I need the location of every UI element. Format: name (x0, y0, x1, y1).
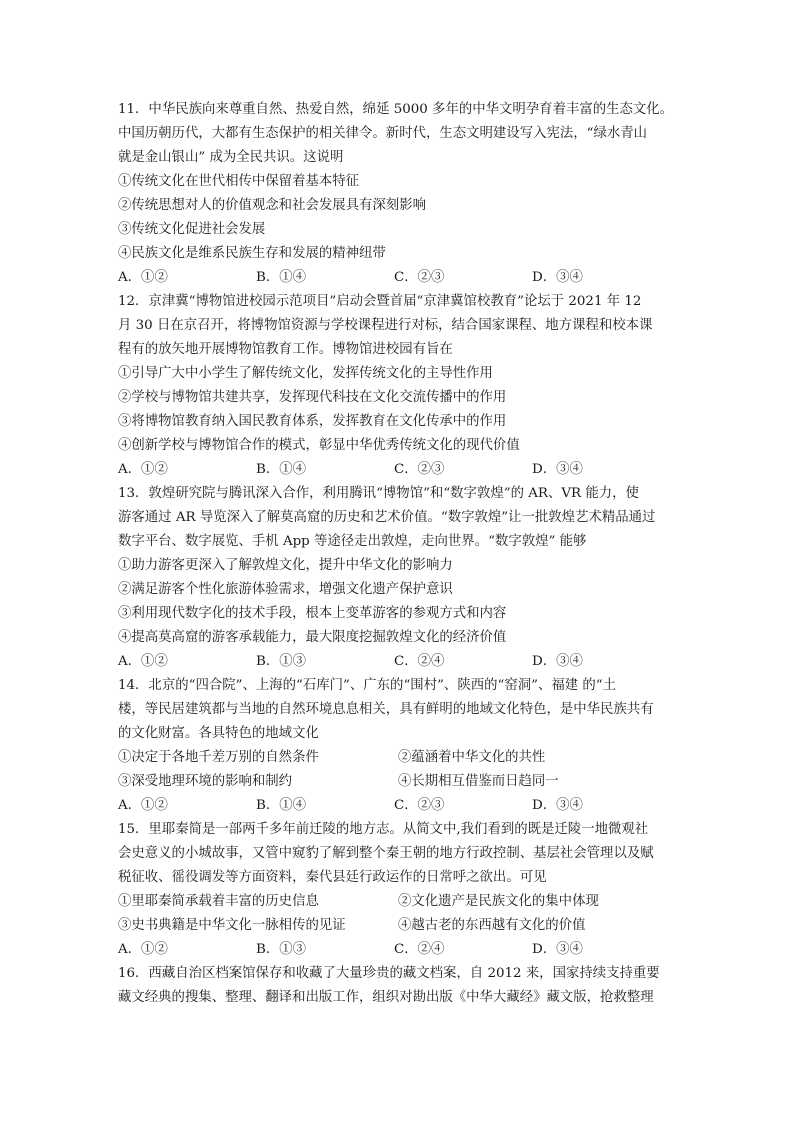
question-stem-line: 11．中华民族向来尊重自然、热爱自然，绵延 5000 多年的中华文明孕育着丰富的生态文化。 (118, 102, 674, 117)
answer-choice-d[interactable]: D．③④ (532, 270, 583, 285)
statement-option: ①引导广大中小学生了解传统文化，发挥传统文化的主导性作用 (118, 366, 493, 381)
question-sheet (118, 98, 683, 1010)
statement-option: ①传统文化在世代相传中保留着基本特征 (118, 174, 360, 189)
question-stem-line: 数字平台、数字展览、手机 App 等途径走出敦煌，走向世界。“数字敦煌” 能够 (118, 534, 587, 549)
statement-option: ②学校与博物馆共建共享，发挥现代科技在文化交流传播中的作用 (118, 390, 507, 405)
answer-choice-c[interactable]: C．②④ (394, 942, 445, 957)
answer-choices (118, 794, 683, 818)
answer-choice-d[interactable]: D．③④ (532, 942, 583, 957)
answer-choice-d[interactable]: D．③④ (532, 462, 583, 477)
statement-option: ③利用现代数字化的技术手段，根本上变革游客的参观方式和内容 (118, 606, 507, 621)
answer-choice-a[interactable]: A．①② (118, 798, 168, 813)
statement-option: ②满足游客个性化旅游体验需求，增强文化遗产保护意识 (118, 582, 453, 597)
statement-option: ①决定于各地千差万别的自然条件 (118, 750, 319, 765)
question-stem-line: 月 30 日在京召开，将博物馆资源与学校课程进行对标，结合国家课程、地方课程和校本课 (118, 318, 653, 333)
question-stem-line: 藏文经典的搜集、整理、翻译和出版工作，组织对勘出版《中华大藏经》藏文版，抢救整理 (118, 990, 654, 1005)
question-12 (118, 290, 683, 482)
question-stem-line: 游客通过 AR 导览深入了解莫高窟的历史和艺术价值。“数字敦煌”让一批敦煌艺术精品通过 (118, 510, 656, 525)
answer-choice-a[interactable]: A．①② (118, 462, 168, 477)
answer-choice-d[interactable]: D．③④ (532, 654, 583, 669)
answer-choice-b[interactable]: B．①③ (256, 654, 307, 669)
statement-option: ①助力游客更深入了解敦煌文化，提升中华文化的影响力 (118, 558, 453, 573)
answer-choice-a[interactable]: A．①② (118, 654, 168, 669)
answer-choice-c[interactable]: C．②③ (394, 270, 445, 285)
answer-choice-c[interactable]: C．②③ (394, 798, 445, 813)
statement-option: ④长期相互借鉴而日趋同一 (398, 774, 559, 789)
answer-choice-a[interactable]: A．①② (118, 942, 168, 957)
statement-option-row (118, 890, 683, 914)
question-stem-line: 14．北京的“四合院”、上海的“石库门”、广东的“围村”、陕西的“窑洞”、福建 的“土 (118, 678, 617, 693)
statement-option: ②文化遗产是民族文化的集中体现 (398, 894, 599, 909)
answer-choice-c[interactable]: C．②④ (394, 654, 445, 669)
answer-choice-b[interactable]: B．①④ (256, 798, 307, 813)
question-stem-line: 程有的放矢地开展博物馆教育工作。博物馆进校园有旨在 (118, 342, 453, 357)
question-stem-line: 就是金山银山” 成为全民共识。这说明 (118, 150, 344, 165)
question-stem-line: 13．敦煌研究院与腾讯深入合作，利用腾讯“博物馆”和“数字敦煌”的 AR、VR 能力，使 (118, 486, 639, 501)
statement-option: ②蕴涵着中华文化的共性 (398, 750, 546, 765)
statement-option: ③深受地理环境的影响和制约 (118, 774, 293, 789)
statement-option-row (118, 914, 683, 938)
question-11 (118, 98, 683, 290)
statement-option: ④创新学校与博物馆合作的模式，彰显中华优秀传统文化的现代价值 (118, 438, 520, 453)
answer-choice-b[interactable]: B．①④ (256, 270, 307, 285)
question-stem-line: 会史意义的小城故事，又管中窥豹了解到整个秦王朝的地方行政控制、基层社会管理以及赋 (118, 846, 654, 861)
question-stem-line: 12．京津冀“博物馆进校园示范项目”启动会暨首届“京津冀馆校教育”论坛于 2021 年 12 (118, 294, 642, 309)
statement-option-row (118, 746, 683, 770)
question-stem-line: 15．里耶秦简是一部两千多年前迁陵的地方志。从简文中,我们看到的既是迁陵一地微观社 (118, 822, 649, 837)
answer-choices (118, 938, 683, 962)
statement-option: ③史书典籍是中华文化一脉相传的见证 (118, 918, 346, 933)
statement-option: ②传统思想对人的价值观念和社会发展具有深刻影响 (118, 198, 426, 213)
statement-option: ④越古老的东西越有文化的价值 (398, 918, 586, 933)
statement-option-row (118, 770, 683, 794)
question-16 (118, 962, 683, 1010)
question-15 (118, 818, 683, 962)
question-stem-line: 中国历朝历代，大都有生态保护的相关律令。新时代，生态文明建设写入宪法，“绿水青山 (118, 126, 648, 141)
answer-choice-b[interactable]: B．①④ (256, 462, 307, 477)
statement-option: ③传统文化促进社会发展 (118, 222, 266, 237)
question-stem-line: 楼，等民居建筑都与当地的自然环境息息相关，具有鲜明的地域文化特色，是中华民族共有 (118, 702, 654, 717)
answer-choice-a[interactable]: A．①② (118, 270, 168, 285)
answer-choices (118, 266, 683, 290)
answer-choice-d[interactable]: D．③④ (532, 798, 583, 813)
answer-choices (118, 650, 683, 674)
statement-option: ①里耶秦简承载着丰富的历史信息 (118, 894, 319, 909)
statement-option: ④提高莫高窟的游客承载能力，最大限度挖掘敦煌文化的经济价值 (118, 630, 507, 645)
question-stem-line: 的文化财富。各具特色的地域文化 (118, 726, 319, 741)
answer-choice-b[interactable]: B．①③ (256, 942, 307, 957)
statement-option: ④民族文化是维系民族生存和发展的精神纽带 (118, 246, 386, 261)
answer-choice-c[interactable]: C．②③ (394, 462, 445, 477)
question-stem-line: 税征收、徭役调发等方面资料，秦代县廷行政运作的日常呼之欲出。可见 (118, 870, 547, 885)
answer-choices (118, 458, 683, 482)
question-13 (118, 482, 683, 674)
question-14 (118, 674, 683, 818)
question-stem-line: 16．西藏自治区档案馆保存和收藏了大量珍贵的藏文档案，自 2012 来，国家持续支持重要 (118, 966, 660, 981)
statement-option: ③将博物馆教育纳入国民教育体系，发挥教育在文化传承中的作用 (118, 414, 507, 429)
